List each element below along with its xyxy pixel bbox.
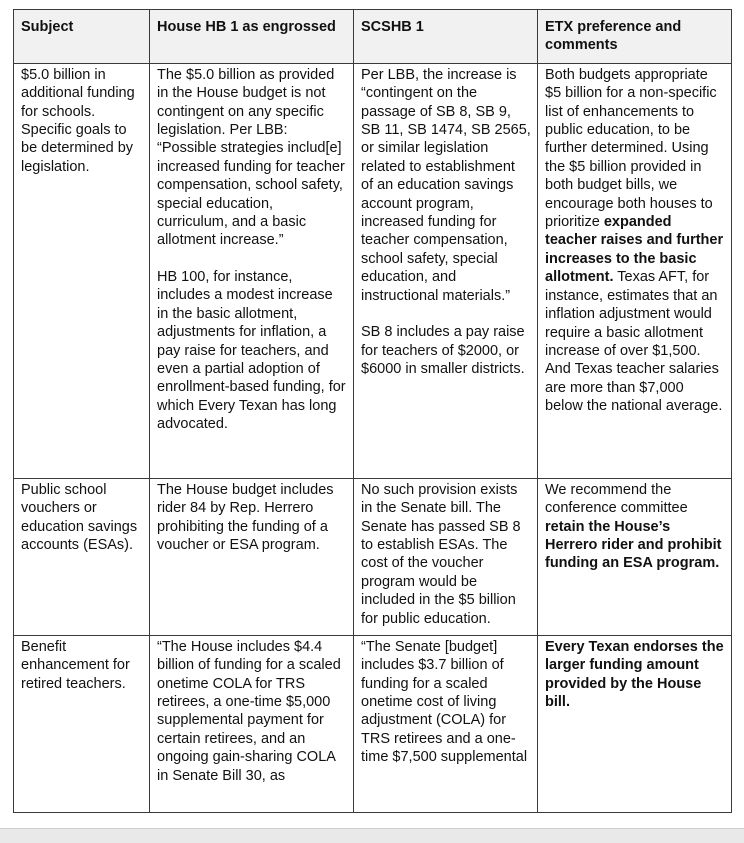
cell-house: The House budget includes rider 84 by Rep. Herrero prohibiting the funding of a voucher or ESA program. bbox=[150, 478, 354, 635]
cell-house bbox=[150, 63, 354, 478]
header-row bbox=[14, 10, 732, 64]
cell-senate: “The Senate [budget] includes $3.7 billion of funding for a scaled onetime cost of living adjustment (COLA) for TRS retirees and a one-time $7,500 supplemental bbox=[354, 635, 538, 812]
cell-house: “The House includes $4.4 billion of funding for a scaled onetime COLA for TRS retirees, a one-time $5,000 supplemental payment for certain retirees, and an ongoing gain-sharing COLA in Senate Bill 30, as bbox=[150, 635, 354, 812]
comment-text: Both budgets appropriate $5 billion for a non-specific list of enhancements to public education, to be further determined. Using the $5 billion provided in both budget bills, we encourage both houses to prioritize bbox=[545, 66, 717, 231]
table-row bbox=[14, 635, 732, 812]
header-scshb1: SCSHB 1 bbox=[354, 10, 538, 64]
budget-comparison-table bbox=[13, 9, 732, 813]
table-row bbox=[14, 63, 732, 478]
comment-emphasis: Every Texan endorses the larger funding amount provided by the House bill. bbox=[545, 638, 724, 711]
cell-etx-comment bbox=[538, 63, 732, 478]
comment-text: We recommend the conference committee bbox=[545, 481, 688, 517]
cell-subject: Benefit enhancement for retired teachers. bbox=[14, 635, 150, 812]
comment-text: Texas AFT, for instance, estimates that an inflation adjustment would require a basic allotment increase of over $1,500. And Texas teacher salaries are more than $7,000 below the national average. bbox=[545, 269, 723, 415]
cell-subject: $5.0 billion in additional funding for schools. Specific goals to be determined by legislation. bbox=[14, 63, 150, 478]
header-house-hb1: House HB 1 as engrossed bbox=[150, 10, 354, 64]
table-row bbox=[14, 478, 732, 635]
cell-subject: Public school vouchers or education savings accounts (ESAs). bbox=[14, 478, 150, 635]
page-bottom-edge bbox=[0, 828, 744, 843]
cell-senate bbox=[354, 63, 538, 478]
cell-senate: No such provision exists in the Senate bill. The Senate has passed SB 8 to establish ESAs. The cost of the voucher program would be included in the $5 billion for public education. bbox=[354, 478, 538, 635]
comment-emphasis: retain the House’s Herrero rider and prohibit funding an ESA program. bbox=[545, 518, 722, 572]
header-etx-preference: ETX preference and comments bbox=[538, 10, 732, 64]
cell-etx-comment bbox=[538, 635, 732, 812]
house-paragraph: The $5.0 billion as provided in the House budget is not contingent on any specific legislation. Per LBB: “Possible strategies includ[e] increased funding for teacher compensation, school safety, special education, curriculum, and a basic allotment increase.” bbox=[157, 66, 345, 249]
comment-emphasis: expanded teacher raises and further increases to the basic allotment. bbox=[545, 214, 724, 286]
house-paragraph: HB 100, for instance, includes a modest increase in the basic allotment, adjustments for inflation, a pay raise for teachers, and even a partial adoption of enrollment-based funding, for which Every Texan has long advocated. bbox=[157, 268, 346, 433]
cell-etx-comment bbox=[538, 478, 732, 635]
senate-paragraph: SB 8 includes a pay raise for teachers of $2000, or $6000 in smaller districts. bbox=[361, 324, 525, 377]
senate-paragraph: Per LBB, the increase is “contingent on the passage of SB 8, SB 9, SB 11, SB 1474, SB 2565, or similar legislation related to establishment of an education savings account program, increased funding for teacher compensation, school safety, special education, and instructional materials.” bbox=[361, 66, 531, 304]
header-subject: Subject bbox=[14, 10, 150, 64]
